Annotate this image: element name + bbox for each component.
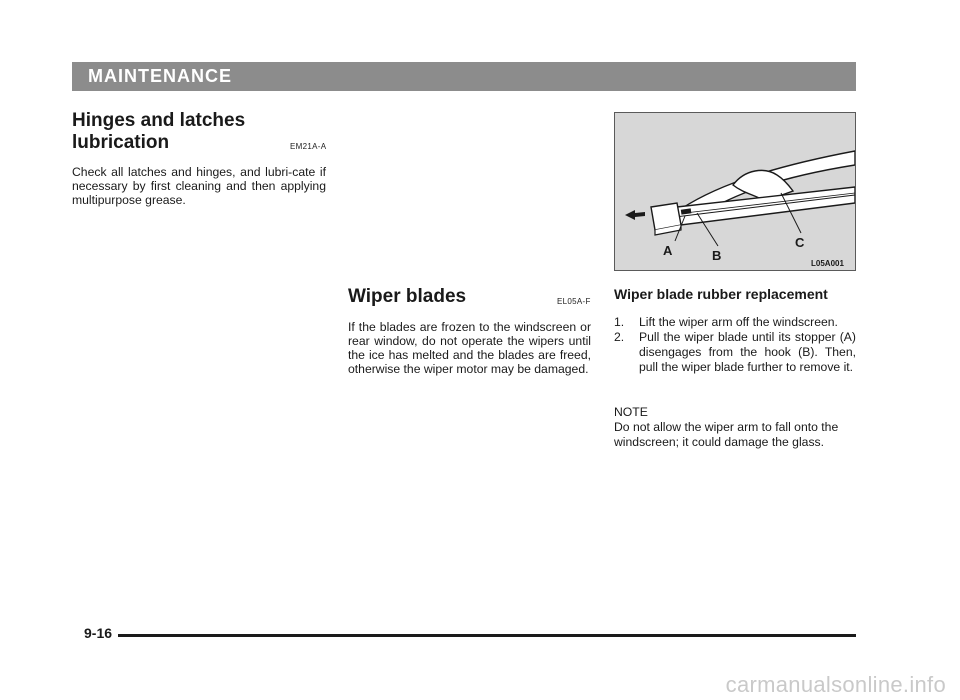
- footer-divider: [118, 634, 856, 637]
- wiper-blade-figure: [614, 112, 856, 271]
- watermark-text: carmanualsonline.info: [725, 672, 946, 697]
- replacement-title: Wiper blade rubber replacement: [614, 286, 828, 302]
- wiper-title: Wiper blades: [348, 286, 467, 307]
- figure-label-b: B: [712, 248, 722, 263]
- wiper-blade-illustration: [615, 113, 855, 270]
- note-block: [614, 405, 856, 450]
- figure-label-c: C: [795, 235, 805, 250]
- step-text: Pull the wiper blade until its stopper (A) disengages from the hook (B). Then, pull the wiper blade further to remove it.: [639, 330, 856, 374]
- hinges-title-line2: lubrication: [72, 132, 170, 153]
- list-item: [614, 315, 856, 330]
- hinges-body: Check all latches and hinges, and lubri-cate if necessary by first cleaning and then applying multipurpose grease.: [72, 165, 326, 207]
- hinges-title-line1: Hinges and latches: [72, 110, 246, 131]
- figure-code: L05A001: [811, 259, 844, 268]
- hinges-code: EM21A-A: [290, 142, 327, 151]
- wiper-code: EL05A-F: [557, 297, 591, 306]
- page-number: 9-16: [84, 625, 113, 641]
- section-header-bar: [72, 62, 856, 91]
- wiper-body: If the blades are frozen to the windscreen or rear window, do not operate the wipers until the ice has melted and the blades are freed, otherwise the wiper motor may be damaged.: [348, 320, 591, 376]
- step-number: 1.: [614, 315, 625, 329]
- note-label: NOTE: [614, 405, 648, 419]
- step-text: Lift the wiper arm off the windscreen.: [639, 315, 838, 329]
- section-title: MAINTENANCE: [88, 66, 232, 86]
- step-number: 2.: [614, 330, 625, 344]
- list-item: [614, 330, 856, 375]
- replacement-steps: [614, 315, 856, 375]
- note-text: Do not allow the wiper arm to fall onto the windscreen; it could damage the glass.: [614, 420, 839, 449]
- figure-label-a: A: [663, 243, 673, 258]
